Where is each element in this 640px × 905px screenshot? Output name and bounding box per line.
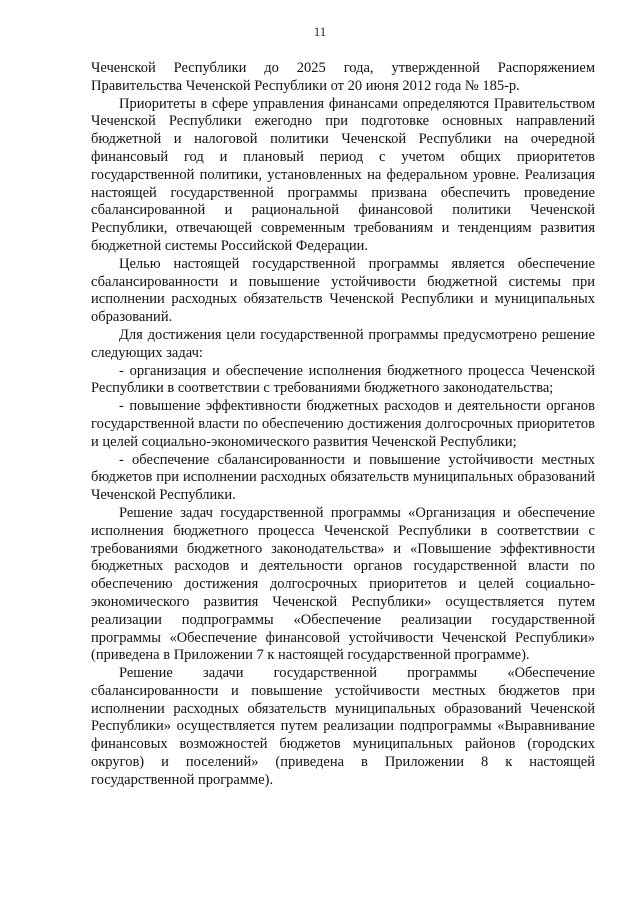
body-text bbox=[91, 60, 595, 790]
paragraph-priorities: Приоритеты в сфере управления финансами определяются Правительством Чеченской Республики ежегодно при подготовке основных направлений бюджетной и налоговой политики Чеченской Республики на очередной финансовый год и плановый период с учетом общих приоритетов государственной политики, установленных на федеральном уровне. Реализация настоящей государственной программы призвана обеспечить проведение сбалансированной и рациональной финансовой политики Чеченской Республики, отвечающей современным требованиям и тенденциям развития бюджетной системы Российской Федерации. bbox=[91, 95, 595, 254]
list-item-task-3: - обеспечение сбалансированности и повышение устойчивости местных бюджетов при исполнении расходных обязательств муниципальных образований Чеченской Республики. bbox=[91, 451, 595, 504]
page-number: 11 bbox=[313, 24, 327, 39]
list-item-task-2: - повышение эффективности бюджетных расходов и деятельности органов государственной власти по обеспечению достижения долгосрочных приоритетов и целей социально-экономического развития Чеченской Республики; bbox=[91, 398, 595, 450]
list-item-task-1: - организация и обеспечение исполнения бюджетного процесса Чеченской Республики в соответствии с требованиями бюджетного законодательства; bbox=[91, 362, 595, 397]
paragraph-subprogram-8: Решение задачи государственной программы «Обеспечение сбалансированности и повышение устойчивости местных бюджетов при исполнении расходных обязательств муниципальных образований Чеченской Республики» осуществляется путем реализации подпрограммы «Выравнивание финансовых возможностей бюджетов муниципальных районов (городских округов) и поселений» (приведена в Приложении 8 к настоящей государственной программе). bbox=[91, 665, 595, 788]
paragraph-subprogram-7: Решение задач государственной программы «Организация и обеспечение исполнения бюджетного процесса Чеченской Республики в соответствии с требованиями бюджетного законодательства» и «Повышение эффективности бюджетных расходов и деятельности органов государственной власти по обеспечению достижения долгосрочных приоритетов и целей социально-экономического развития Чеченской Республики» осуществляется путем реализации подпрограммы «Обеспечение реализации государственной программы «Обеспечение финансовой устойчивости Чеченской Республики» (приведена в Приложении 7 к настоящей государственной программе). bbox=[91, 504, 595, 664]
paragraph-goal: Целью настоящей государственной программы является обеспечение сбалансированности и повышение устойчивости бюджетной системы при исполнении расходных обязательств Чеченской Республики и муниципальных образований. bbox=[91, 255, 595, 326]
paragraph-strategy-reference: Чеченской Республики до 2025 года, утвержденной Распоряжением Правительства Чеченской Республики от 20 июня 2012 года № 185-р. bbox=[91, 60, 595, 94]
paragraph-tasks-intro: Для достижения цели государственной программы предусмотрено решение следующих задач: bbox=[91, 326, 595, 361]
